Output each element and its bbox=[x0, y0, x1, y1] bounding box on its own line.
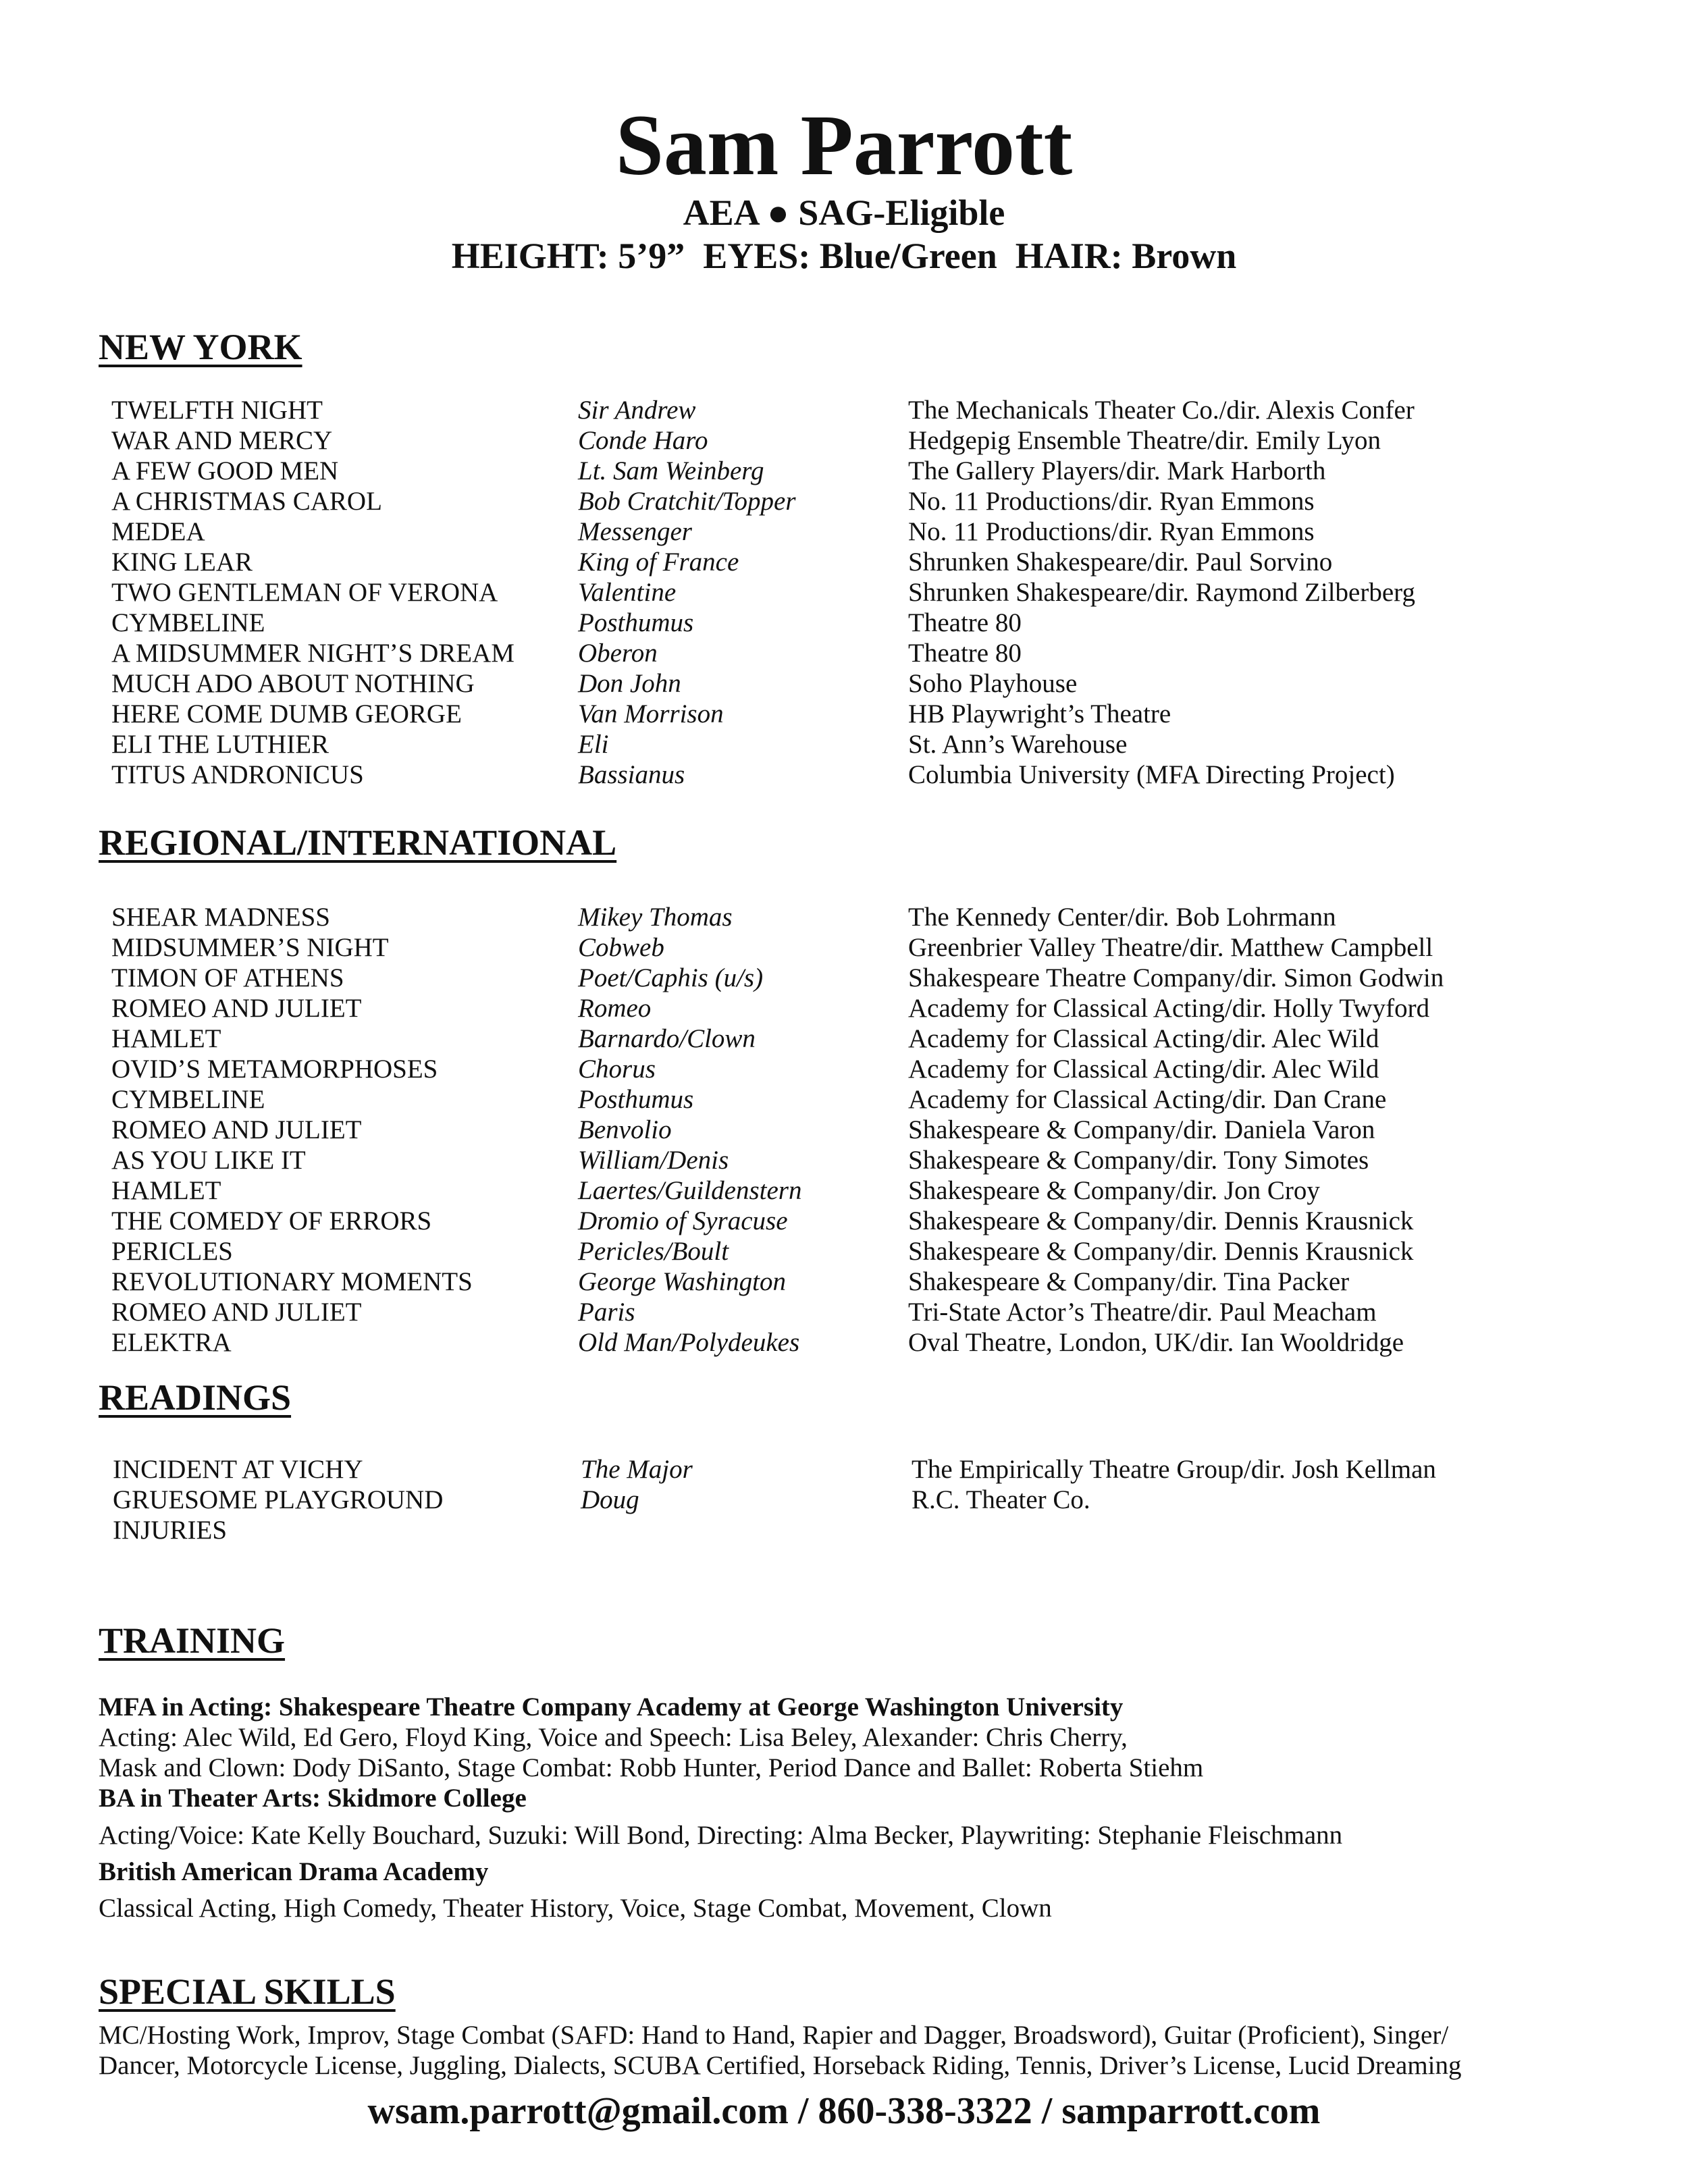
credit-show: A MIDSUMMER NIGHT’S DREAM bbox=[111, 639, 515, 668]
credit-row bbox=[0, 1297, 1688, 1327]
section-title-regional: REGIONAL/INTERNATIONAL bbox=[99, 822, 617, 863]
training-ba-line: Acting/Voice: Kate Kelly Bouchard, Suzuki: Will Bond, Directing: Alma Becker, Playwriting: Stephanie Fleischmann bbox=[99, 1821, 1343, 1850]
contact-info: wsam.parrott@gmail.com / 860-338-3322 / samparrott.com bbox=[367, 2090, 1321, 2132]
credit-row bbox=[0, 1084, 1688, 1115]
credit-venue: Shrunken Shakespeare/dir. Paul Sorvino bbox=[908, 548, 1333, 577]
training-mfa-line-2: Mask and Clown: Dody DiSanto, Stage Combat: Robb Hunter, Period Dance and Ballet: Roberta Stiehm bbox=[99, 1753, 1204, 1782]
credit-venue: Tri-State Actor’s Theatre/dir. Paul Meacham bbox=[908, 1298, 1377, 1327]
credit-venue: Shakespeare & Company/dir. Dennis Krausnick bbox=[908, 1206, 1414, 1235]
credit-venue: Theatre 80 bbox=[908, 639, 1022, 668]
credit-role: Cobweb bbox=[578, 933, 664, 962]
credit-role: Doug bbox=[581, 1485, 639, 1514]
credit-show: HAMLET bbox=[111, 1176, 221, 1205]
credit-row bbox=[0, 1327, 1688, 1358]
credit-show: WAR AND MERCY bbox=[111, 426, 333, 455]
section-title-readings: READINGS bbox=[99, 1377, 292, 1418]
credit-row bbox=[0, 932, 1688, 963]
credit-row bbox=[0, 486, 1688, 516]
credit-show: CYMBELINE bbox=[111, 1085, 265, 1114]
credit-row bbox=[0, 577, 1688, 608]
credit-role: William/Denis bbox=[578, 1146, 729, 1175]
credit-role: Benvolio bbox=[578, 1115, 672, 1144]
credit-row bbox=[0, 1145, 1688, 1175]
credit-role: King of France bbox=[578, 548, 739, 577]
credit-venue: Shakespeare & Company/dir. Tony Simotes bbox=[908, 1146, 1369, 1175]
credit-row bbox=[0, 902, 1688, 932]
credit-venue: R.C. Theater Co. bbox=[912, 1485, 1090, 1514]
credit-venue: Shakespeare & Company/dir. Daniela Varon bbox=[908, 1115, 1375, 1144]
credit-venue: No. 11 Productions/dir. Ryan Emmons bbox=[908, 517, 1315, 546]
credit-row bbox=[0, 993, 1688, 1023]
credit-role: Old Man/Polydeukes bbox=[578, 1328, 800, 1357]
credit-show: OVID’S METAMORPHOSES bbox=[111, 1055, 438, 1084]
credit-venue: Shakespeare & Company/dir. Dennis Krausnick bbox=[908, 1237, 1414, 1266]
credit-row bbox=[0, 456, 1688, 486]
skills-line-1: MC/Hosting Work, Improv, Stage Combat (SAFD: Hand to Hand, Rapier and Dagger, Broadsword), Guitar (Proficient), Singer/ bbox=[99, 2021, 1449, 2050]
credit-venue: The Mechanicals Theater Co./dir. Alexis Confer bbox=[908, 396, 1415, 425]
credit-role: George Washington bbox=[578, 1267, 787, 1296]
training-ba-heading: BA in Theater Arts: Skidmore College bbox=[99, 1784, 527, 1813]
credit-venue: Greenbrier Valley Theatre/dir. Matthew Campbell bbox=[908, 933, 1433, 962]
credit-show: HERE COME DUMB GEORGE bbox=[111, 699, 462, 728]
training-mfa-heading: MFA in Acting: Shakespeare Theatre Company Academy at George Washington University bbox=[99, 1693, 1124, 1722]
credit-venue: Oval Theatre, London, UK/dir. Ian Wooldridge bbox=[908, 1328, 1404, 1357]
credit-role: Posthumus bbox=[578, 608, 694, 637]
credit-row bbox=[0, 395, 1688, 425]
credit-role: Barnardo/Clown bbox=[578, 1024, 756, 1053]
credit-venue: Academy for Classical Acting/dir. Alec Wild bbox=[908, 1055, 1379, 1084]
credit-row bbox=[0, 1236, 1688, 1267]
credit-show: ROMEO AND JULIET bbox=[111, 994, 362, 1023]
credit-venue: Hedgepig Ensemble Theatre/dir. Emily Lyon bbox=[908, 426, 1381, 455]
credit-venue: Academy for Classical Acting/dir. Alec Wild bbox=[908, 1024, 1379, 1053]
credit-venue: Soho Playhouse bbox=[908, 669, 1078, 698]
credit-role: Paris bbox=[578, 1298, 635, 1327]
skills-line-2: Dancer, Motorcycle License, Juggling, Dialects, SCUBA Certified, Horseback Riding, Tennis, Driver’s License, Lucid Dreaming bbox=[99, 2051, 1462, 2080]
credit-row bbox=[0, 760, 1688, 790]
credit-show: PERICLES bbox=[111, 1237, 233, 1266]
credit-role: Dromio of Syracuse bbox=[578, 1206, 788, 1235]
credit-show: TITUS ANDRONICUS bbox=[111, 760, 364, 789]
credit-row bbox=[0, 1115, 1688, 1145]
credit-show: SHEAR MADNESS bbox=[111, 903, 330, 932]
regional-credits bbox=[0, 902, 1688, 1358]
credit-role: The Major bbox=[581, 1455, 693, 1484]
credit-show: AS YOU LIKE IT bbox=[111, 1146, 306, 1175]
credit-venue: Shakespeare Theatre Company/dir. Simon Godwin bbox=[908, 963, 1444, 992]
training-bada-heading: British American Drama Academy bbox=[99, 1857, 489, 1886]
section-title-training: TRAINING bbox=[99, 1620, 286, 1661]
credit-row bbox=[0, 1175, 1688, 1206]
credit-role: Bob Cratchit/Topper bbox=[578, 487, 796, 516]
credit-venue: St. Ann’s Warehouse bbox=[908, 730, 1128, 759]
credit-row bbox=[0, 516, 1688, 547]
credit-row bbox=[0, 1454, 1688, 1485]
credit-role: Poet/Caphis (u/s) bbox=[578, 963, 764, 992]
credit-row bbox=[0, 608, 1688, 638]
credit-show: HAMLET bbox=[111, 1024, 221, 1053]
credit-row bbox=[0, 1485, 1688, 1515]
credit-show: TWO GENTLEMAN OF VERONA bbox=[111, 578, 498, 607]
union-status: AEA ● SAG-Eligible bbox=[683, 192, 1005, 233]
credit-show: MUCH ADO ABOUT NOTHING bbox=[111, 669, 475, 698]
credit-venue: Columbia University (MFA Directing Project) bbox=[908, 760, 1395, 789]
credit-venue: Shakespeare & Company/dir. Tina Packer bbox=[908, 1267, 1350, 1296]
credit-venue: The Empirically Theatre Group/dir. Josh Kellman bbox=[912, 1455, 1436, 1484]
credit-show: THE COMEDY OF ERRORS bbox=[111, 1206, 432, 1235]
credit-role: Eli bbox=[578, 730, 609, 759]
credit-row bbox=[0, 547, 1688, 577]
credit-venue: Academy for Classical Acting/dir. Holly Twyford bbox=[908, 994, 1430, 1023]
credit-row bbox=[0, 1515, 1688, 1545]
credit-show: INJURIES bbox=[113, 1516, 228, 1545]
credit-row bbox=[0, 729, 1688, 760]
credit-venue: The Gallery Players/dir. Mark Harborth bbox=[908, 456, 1326, 485]
credit-show: MEDEA bbox=[111, 517, 205, 546]
credit-venue: HB Playwright’s Theatre bbox=[908, 699, 1171, 728]
physical-stats: HEIGHT: 5’9” EYES: Blue/Green HAIR: Brown bbox=[451, 236, 1237, 276]
credit-role: Mikey Thomas bbox=[578, 903, 733, 932]
credit-role: Lt. Sam Weinberg bbox=[578, 456, 764, 485]
credit-venue: Theatre 80 bbox=[908, 608, 1022, 637]
credit-show: KING LEAR bbox=[111, 548, 253, 577]
credit-show: TIMON OF ATHENS bbox=[111, 963, 344, 992]
credit-venue: The Kennedy Center/dir. Bob Lohrmann bbox=[908, 903, 1336, 932]
credit-show: GRUESOME PLAYGROUND bbox=[113, 1485, 444, 1514]
credit-role: Messenger bbox=[578, 517, 692, 546]
credit-venue: Shakespeare & Company/dir. Jon Croy bbox=[908, 1176, 1320, 1205]
readings-credits bbox=[0, 1454, 1688, 1545]
credit-row bbox=[0, 963, 1688, 993]
credit-venue: No. 11 Productions/dir. Ryan Emmons bbox=[908, 487, 1315, 516]
credit-show: ELEKTRA bbox=[111, 1328, 232, 1357]
credit-row bbox=[0, 1206, 1688, 1236]
credit-show: MIDSUMMER’S NIGHT bbox=[111, 933, 389, 962]
credit-show: INCIDENT AT VICHY bbox=[113, 1455, 363, 1484]
credit-row bbox=[0, 638, 1688, 668]
credit-show: ROMEO AND JULIET bbox=[111, 1298, 362, 1327]
credit-role: Laertes/Guildenstern bbox=[578, 1176, 802, 1205]
credit-row bbox=[0, 668, 1688, 699]
credit-role: Don John bbox=[578, 669, 681, 698]
new-york-credits bbox=[0, 395, 1688, 790]
credit-role: Posthumus bbox=[578, 1085, 694, 1114]
credit-role: Oberon bbox=[578, 639, 658, 668]
credit-show: REVOLUTIONARY MOMENTS bbox=[111, 1267, 473, 1296]
credit-row bbox=[0, 699, 1688, 729]
credit-role: Sir Andrew bbox=[578, 396, 696, 425]
credit-role: Romeo bbox=[578, 994, 652, 1023]
credit-row bbox=[0, 1267, 1688, 1297]
credit-venue: Academy for Classical Acting/dir. Dan Crane bbox=[908, 1085, 1387, 1114]
training-bada-line: Classical Acting, High Comedy, Theater History, Voice, Stage Combat, Movement, Clown bbox=[99, 1894, 1052, 1923]
credit-role: Valentine bbox=[578, 578, 677, 607]
credit-show: A FEW GOOD MEN bbox=[111, 456, 339, 485]
credit-show: ELI THE LUTHIER bbox=[111, 730, 329, 759]
credit-show: ROMEO AND JULIET bbox=[111, 1115, 362, 1144]
section-title-new-york: NEW YORK bbox=[99, 327, 302, 367]
section-title-skills: SPECIAL SKILLS bbox=[99, 1971, 396, 2012]
credit-show: A CHRISTMAS CAROL bbox=[111, 487, 382, 516]
training-mfa-line-1: Acting: Alec Wild, Ed Gero, Floyd King, Voice and Speech: Lisa Beley, Alexander: Chris Cherry, bbox=[99, 1723, 1128, 1752]
credit-role: Bassianus bbox=[578, 760, 685, 789]
credit-show: TWELFTH NIGHT bbox=[111, 396, 323, 425]
credit-row bbox=[0, 425, 1688, 456]
credit-role: Pericles/Boult bbox=[578, 1237, 729, 1266]
credit-venue: Shrunken Shakespeare/dir. Raymond Zilberberg bbox=[908, 578, 1415, 607]
credit-show: CYMBELINE bbox=[111, 608, 265, 637]
credit-row bbox=[0, 1054, 1688, 1084]
credit-role: Conde Haro bbox=[578, 426, 708, 455]
resume-name: Sam Parrott bbox=[615, 97, 1073, 193]
credit-row bbox=[0, 1023, 1688, 1054]
credit-role: Chorus bbox=[578, 1055, 656, 1084]
credit-role: Van Morrison bbox=[578, 699, 724, 728]
